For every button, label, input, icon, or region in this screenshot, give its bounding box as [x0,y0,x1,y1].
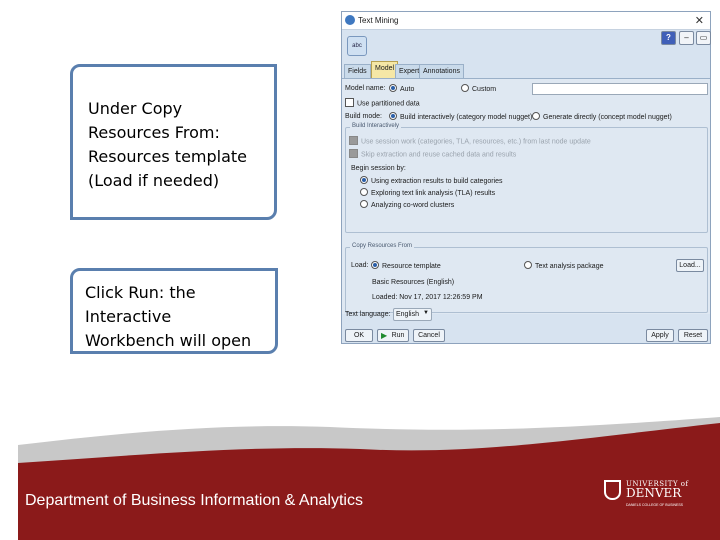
loaded-timestamp: Loaded: Nov 17, 2017 12:26:59 PM [372,294,483,301]
model-name-custom-label: Custom [472,85,497,93]
apply-button[interactable]: Apply [646,329,674,342]
tab-annotations[interactable]: Annotations [419,64,464,78]
model-name-auto-label: Auto [400,85,415,93]
begin-tla-label: Exploring text link analysis (TLA) results [371,189,496,197]
text-language-value: English [396,311,419,318]
use-partitioned-checkbox[interactable] [345,99,420,108]
model-name-input[interactable] [532,83,708,95]
department-name: Department of Business Information & Analytics [25,492,363,509]
model-tab-panel [342,78,710,314]
skip-extraction-checkbox[interactable] [349,150,516,159]
reset-button[interactable]: Reset [678,329,708,342]
text-language-label: Text language: [345,311,391,318]
callout-copy-resources [70,64,277,220]
build-interactively-radio[interactable] [389,113,532,121]
minimize-button[interactable]: – [679,31,694,45]
close-icon[interactable]: ✕ [694,15,704,27]
use-session-work-label: Use session work (categories, TLA, resources, etc.) from last node update [361,138,591,146]
resource-template-radio[interactable] [371,262,441,270]
begin-coword-label: Analyzing co-word clusters [371,201,455,209]
model-name-custom-radio[interactable] [461,85,496,93]
run-label: Run [391,332,405,339]
text-mining-node-icon: abc [347,36,367,56]
maximize-button[interactable]: ▭ [696,31,711,45]
text-analysis-package-radio[interactable] [524,262,603,270]
template-name: Basic Resources (English) [372,279,455,286]
load-button[interactable]: Load... [676,259,704,272]
copy-resources-legend: Copy Resources From [352,243,413,249]
text-language-select[interactable] [393,308,432,321]
tab-expert[interactable]: Expert [395,64,423,78]
begin-session-label: Begin session by: [351,165,406,172]
build-interactively-legend: Build Interactively [352,123,400,129]
dialog-titlebar [342,12,710,30]
copy-resources-group [345,243,708,313]
university-logo [604,478,690,512]
app-icon [345,15,355,25]
build-mode-label: Build mode: [345,113,382,120]
tab-fields[interactable]: Fields [344,64,371,78]
begin-extraction-label: Using extraction results to build categories [371,177,503,185]
footer-band [0,405,720,540]
run-button[interactable] [377,329,409,342]
generate-directly-label: Generate directly (concept model nugget) [543,113,672,121]
callout-click-run [70,268,278,354]
resource-template-label: Resource template [382,262,441,270]
logo-line1: UNIVERSITY of [626,480,689,488]
begin-coword-radio[interactable] [360,201,454,209]
run-icon: ▶ [381,331,388,340]
dialog-title: Text Mining [358,16,399,25]
chevron-down-icon: ▼ [423,310,429,316]
begin-extraction-radio[interactable] [360,177,503,185]
logo-line3: DANIELS COLLEGE OF BUSINESS [626,503,683,507]
model-name-label: Model name: [345,85,386,92]
text-mining-dialog [341,11,711,344]
logo-line2: DENVER [626,486,682,500]
model-name-auto-radio[interactable] [389,85,414,93]
skip-extraction-label: Skip extraction and reuse cached data and results [361,151,517,159]
generate-directly-radio[interactable] [532,113,672,121]
callout-copy-resources-text: Under Copy Resources From: Resources template (Load if needed) [88,99,248,190]
build-interactively-label: Build interactively (category model nugget) [400,113,533,121]
use-session-work-checkbox[interactable] [349,137,591,146]
shield-icon [604,480,621,500]
help-button[interactable]: ? [661,31,676,45]
build-interactively-group [345,123,708,233]
begin-tla-radio[interactable] [360,189,495,197]
load-label: Load: [351,262,369,269]
ok-button[interactable]: OK [345,329,373,342]
cancel-button[interactable]: Cancel [413,329,445,342]
tab-model[interactable]: Model [371,61,398,78]
use-partitioned-label: Use partitioned data [357,100,420,108]
callout-click-run-text: Click Run: the Interactive Workbench will open [85,283,252,350]
text-analysis-package-label: Text analysis package [535,262,604,270]
